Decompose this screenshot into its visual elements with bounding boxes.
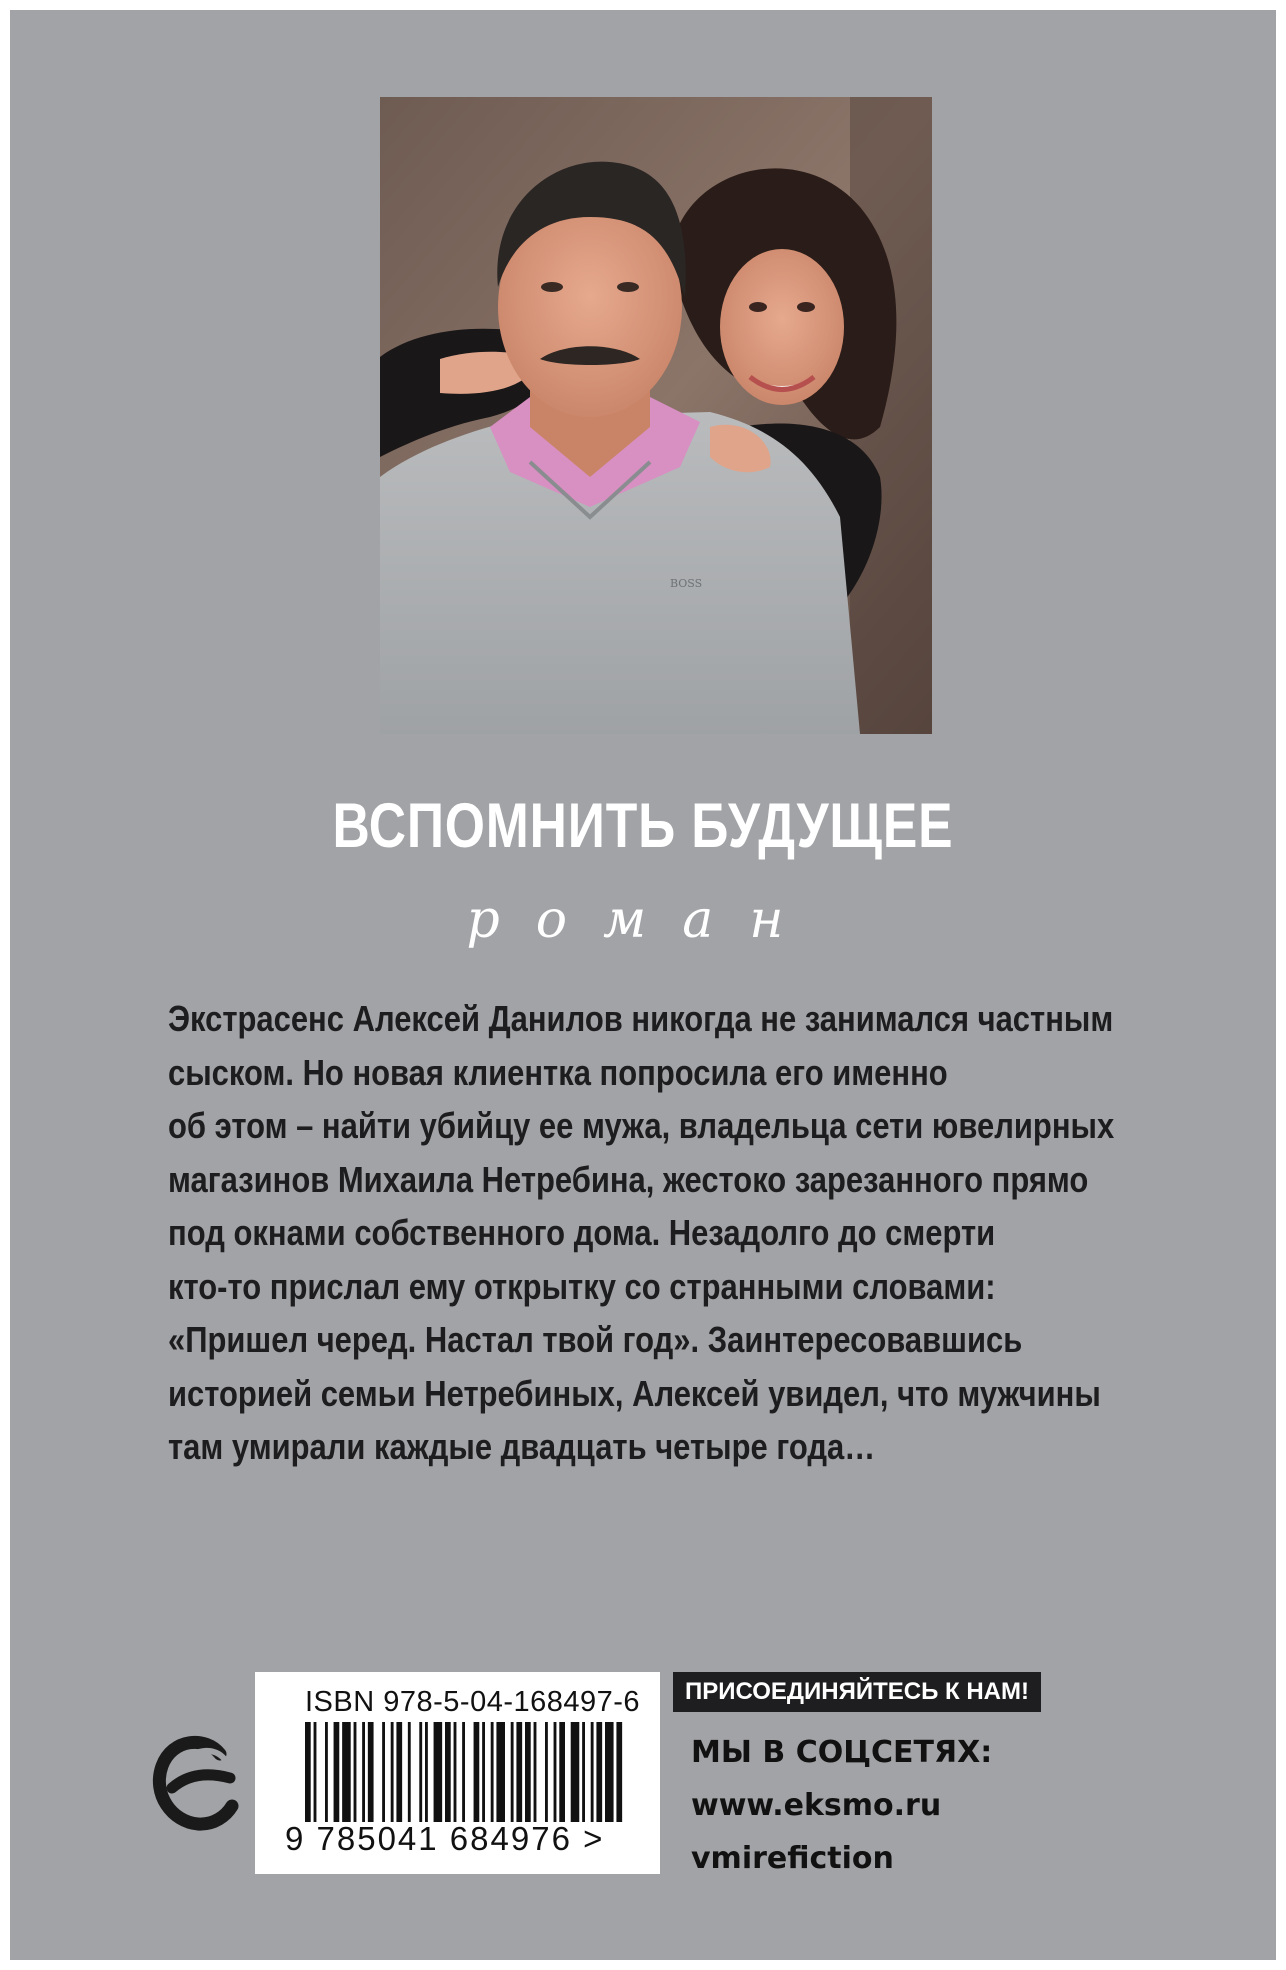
barcode-bar [596, 1722, 602, 1822]
barcode-bar [559, 1722, 565, 1822]
social-handle: vmirefiction [691, 1841, 894, 1876]
isbn-barcode [255, 1672, 660, 1874]
author-photo [380, 97, 932, 734]
publisher-website: www.eksmo.ru [691, 1788, 942, 1823]
barcode-bar [491, 1722, 494, 1822]
barcode-bar [616, 1722, 622, 1822]
barcode-bar [516, 1722, 522, 1822]
sweater-logo-text: BOSS [670, 577, 703, 590]
barcode-bar [582, 1722, 585, 1822]
barcode-bar [382, 1722, 385, 1822]
annotation-line: Экстрасенс Алексей Данилов никогда не занимался частным [168, 998, 1114, 1039]
barcode-bar [511, 1722, 514, 1822]
barcode-bar [391, 1722, 394, 1822]
book-genre: роман [466, 890, 820, 950]
barcode-bar [474, 1722, 480, 1822]
annotation-line: кто-то прислал ему открытку со странными словами: [168, 1265, 996, 1307]
barcode-bar [534, 1722, 537, 1822]
annotation-line: об этом – найти убийцу ее мужа, владельца сети ювелирных [168, 1105, 1115, 1146]
barcode-bar [342, 1722, 351, 1822]
barcode-bar [325, 1722, 328, 1822]
barcode-bar [545, 1722, 548, 1822]
book-back-cover [10, 10, 1276, 1960]
barcode-bar [408, 1722, 411, 1822]
barcode-bar [482, 1722, 485, 1822]
annotation-line: там умирали каждые двадцать четыре года… [168, 1426, 876, 1467]
isbn-label: ISBN 978-5-04-168497-6 [305, 1686, 641, 1718]
annotation-line: сыском. Но новая клиентка попросила его именно [168, 1051, 948, 1093]
annotation-line: историей семьи Нетребиных, Алексей увидел, что мужчины [168, 1372, 1101, 1414]
barcode-bar [462, 1722, 465, 1822]
book-title: ВСПОМНИТЬ БУДУЩЕЕ [332, 791, 954, 861]
social-heading: МЫ В СОЦСЕТЯХ: [691, 1735, 993, 1770]
barcode-bar [368, 1722, 374, 1822]
barcode-bar [454, 1722, 457, 1822]
barcode-bar [605, 1722, 614, 1822]
isbn-digits: 9 785041 684976 > [285, 1820, 605, 1857]
barcode-bar [525, 1722, 531, 1822]
barcode-bar [314, 1722, 317, 1822]
barcode-bar [334, 1722, 340, 1822]
annotation-line: «Пришел черед. Настал твой год». Заинтересовавшись [168, 1319, 1023, 1360]
barcode-bars [305, 1722, 625, 1822]
barcode-bar [419, 1722, 422, 1822]
social-links [691, 1726, 992, 1885]
barcode-bar [554, 1722, 557, 1822]
barcode-bar [434, 1722, 443, 1822]
barcode-bar [305, 1722, 311, 1822]
barcode-bar [425, 1722, 428, 1822]
barcode-bar [362, 1722, 365, 1822]
barcode-bar [496, 1722, 505, 1822]
barcode-bar [571, 1722, 580, 1822]
book-annotation [168, 992, 1148, 1474]
barcode-bar [396, 1722, 402, 1822]
annotation-line: магазинов Михаила Нетребина, жестоко зарезанного прямо [168, 1158, 1089, 1200]
join-us-badge: ПРИСОЕДИНЯЙТЕСЬ К НАМ! [673, 1672, 1041, 1712]
eksmo-logo-icon [150, 1732, 242, 1836]
barcode-bar [591, 1722, 594, 1822]
barcode-bar [445, 1722, 451, 1822]
barcode-bar [354, 1722, 357, 1822]
annotation-line: под окнами собственного дома. Незадолго до смерти [168, 1212, 996, 1253]
